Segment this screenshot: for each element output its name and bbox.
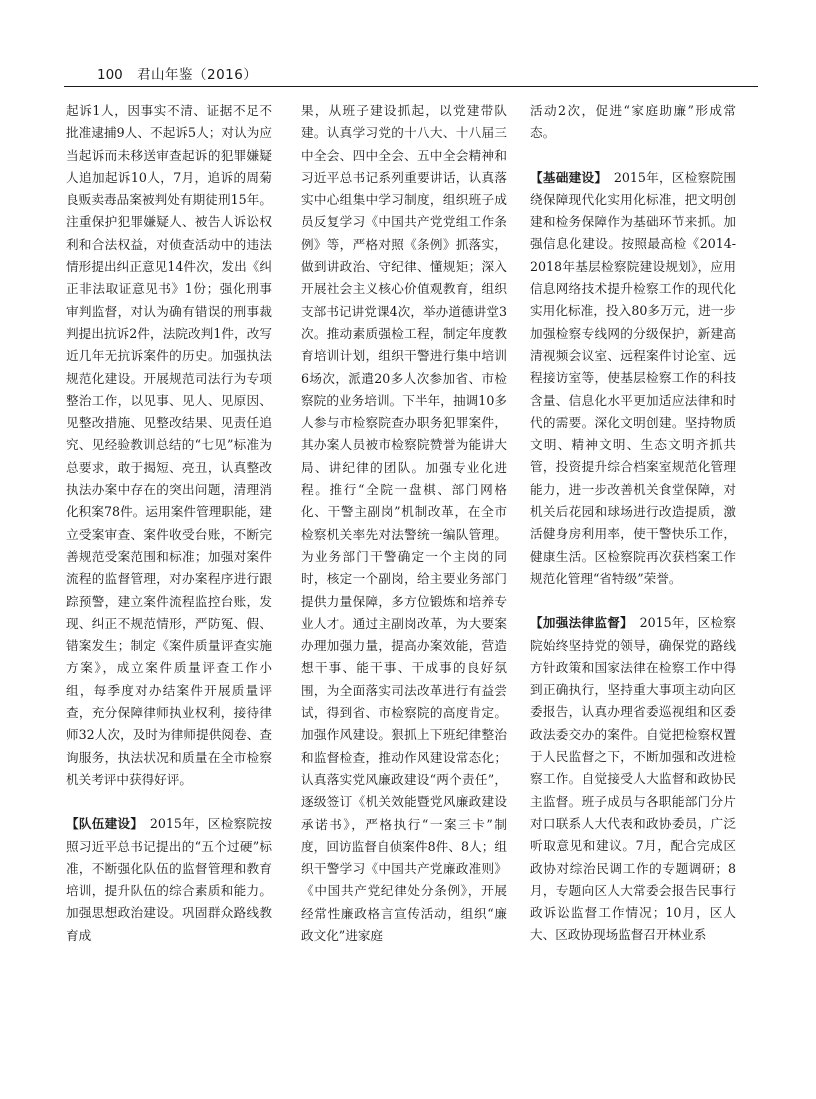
paragraph-spacer	[66, 791, 272, 813]
paragraph-legal-supervision	[530, 612, 736, 946]
page-number: 100	[97, 67, 123, 83]
paragraph-spacer	[530, 590, 736, 612]
section-tag-legal-supervision: 【加强法律监督】	[530, 615, 627, 631]
paragraph-family-integrity: 活动2次，促进“家庭助廉”形成常态。	[530, 103, 736, 141]
book-title: 君山年鉴（2016）	[137, 67, 258, 83]
section-text-legal-supervision: 2015年，区检察院始终坚持党的领导，确保党的路线方针政策和国家法律在检察工作中得到正确执行，坚持重大事项主动向区委报告，认真办理省委巡视组和区委政法委交办的案件。自觉把检察权置于人民监督之下，不断加强和改进检察工作。自觉接受人大监督和政协民主监督。班子成员与各职能部门分片对口联系人大代表和政协委员，广泛听取意见和建议。7月，配合完成区政协对综治民调工作的专题调研；8月，专题向区人大常委会报告民事行政诉讼监督工作情况；10月，区人大、区政协现场监督召开林业系	[530, 615, 736, 943]
paragraph-team-building-continued: 果，从班子建设抓起，以党建带队建。认真学习党的十八大、十八届三中全会、四中全会、五中全会精神和习近平总书记系列重要讲话，认真落实中心组集中学习制度，组织班子成员反复学习《中国共产党党组工作条例》等，严格对照《条例》抓落实，做到讲政治、守纪律、懂规矩；深入开展社会主义核心价值观教育，组织支部书记讲党课4次，举办道德讲堂3次。推动素质强检工程，制定年度教育培训计划，组织干警进行集中培训6场次，派遣20多人次参加省、市检察院的业务培训。下半年，抽调10多人参与市检察院查办职务犯罪案件，其办案人员被市检察院赞誉为能讲大局、讲纪律的团队。加强专业化进程。推行“全院一盘棋、部门网格化、干警主副岗”机制改革，在全市检察机关率先对法警统一编队管理。为业务部门干警确定一个主岗的同时，核定一个副岗，给主要业务部门提供力量保障，多方位锻炼和培养专业人才。通过主副岗改革，为大要案办理加强力量，提高办案效能，营造想干事、能干事、干成事的良好氛围，为全面落实司法改革进行有益尝试，得到省、市检察院的高度肯定。加强作风建设。狠抓上下班纪律整治和监督检查，推动作风建设常态化；认真落实党风廉政建设“两个责任”，逐级签订《机关效能暨党风廉政建设承诺书》，严格执行“一案三卡”制度，回访监督自侦案件8件、8人；组织干警学习《中国共产党廉政准则》《中国共产党纪律处分条例》，开展经常性廉政格言宣传活动，组织“廉政文化”进家庭	[301, 103, 507, 943]
section-text-infrastructure: 2015年，区检察院围绕保障现代化实用化标准，把文明创建和检务保障作为基础环节来抓。加强信息化建设。按照最高检《2014-2018年基层检察院建设规划》，应用信息网络技术提升检察工作的现代化实用化标准，投入80多万元，进一步加强检察专线网的分级保护，新建高清视频会议室、远程案件讨论室、远程接访室等，使基层检察工作的科技含量、信息化水平更加适应法律和时代的需要。深化文明创建。坚持物质文明、精神文明、生态文明齐抓共管，投资提升综合档案室规范化管理能力，进一步改善机关食堂保障，对机关后花园和球场进行改造提质，激活健身房利用率，使干警快乐工作，健康生活。区检察院再次获档案工作规范化管理“省特级”荣誉。	[530, 169, 736, 586]
text-column-1	[66, 100, 272, 1080]
paragraph-team-building	[66, 813, 272, 947]
paragraph-infrastructure	[530, 167, 736, 591]
text-column-3	[530, 100, 736, 1080]
page-header	[64, 64, 758, 86]
paragraph-case-supervision: 起诉1人，因事实不清、证据不足不批准逮捕9人、不起诉5人；对认为应当起诉而未移送审查起诉的犯罪嫌疑人追加起诉10人，7月，追诉的周菊良贩卖毒品案被判处有期徒刑15年。注重保护犯罪嫌疑人、被告人诉讼权利和合法权益，对侦查活动中的违法情形提出纠正意见14件次，发出《纠正非法取证意见书》1份；强化刑事审判监督，对认为确有错误的刑事裁判提出抗诉2件，法院改判1件，改写近几年无抗诉案件的历史。加强执法规范化建设。开展规范司法行为专项整治工作，以见事、见人、见原因、见整改措施、见整改结果、见责任追究、见经验教训总结的“七见”标准为总要求，敢于揭短、亮丑，认真整改执法办案中存在的突出问题，清理消化积案78件。运用案件管理职能，建立受案审查、案件收受台账，不断完善规范受案范围和标准；加强对案件流程的监督管理，对办案程序进行跟踪预警，建立案件流程监控台账，发现、纠正不规范情形，严防冤、假、错案发生；制定《案件质量评查实施方案》，成立案件质量评查工作小组，每季度对办结案件开展质量评查，充分保障律师执业权利，接待律师32人次，及时为律师提供阅卷、查询服务，执法状况和质量在全市检察机关考评中获得好评。	[66, 103, 272, 787]
section-text-team-building: 2015年，区检察院按照习近平总书记提出的“五个过硬”标准，不断强化队伍的监督管理和教育培训，提升队伍的综合素质和能力。加强思想政治建设。巩固群众路线教育成	[66, 816, 272, 943]
header-divider	[64, 86, 758, 87]
paragraph-spacer	[530, 145, 736, 167]
section-tag-team-building: 【队伍建设】	[66, 816, 137, 832]
section-tag-infrastructure: 【基础建设】	[530, 169, 601, 185]
text-column-2	[301, 100, 507, 1080]
